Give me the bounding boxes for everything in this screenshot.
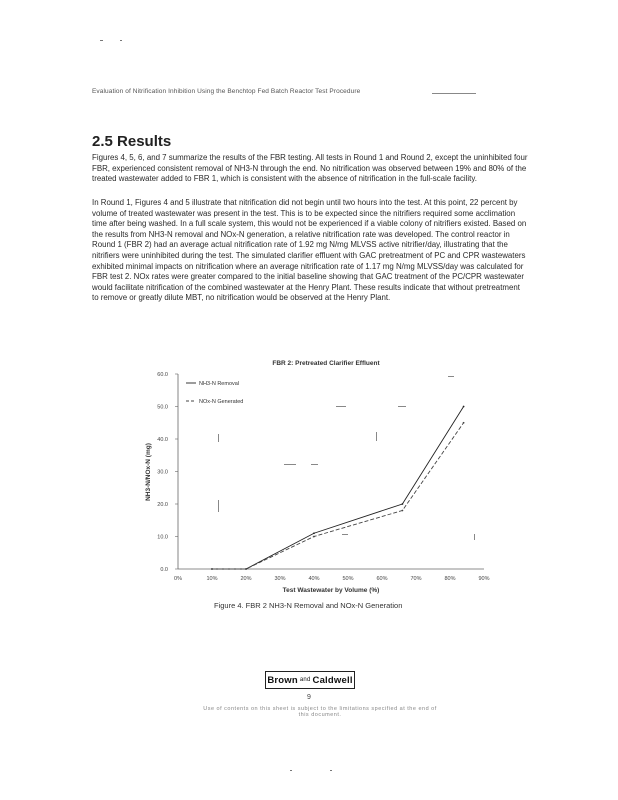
header-rule [432,93,476,94]
y-axis-label: NH3-N/NOx-N (mg) [145,443,152,501]
chart-legend [186,381,243,405]
x-tick-label: 70% [410,576,422,582]
y-tick-label: 30.0 [157,469,168,476]
x-tick-label: 30% [274,576,286,582]
x-tick-label: 40% [308,576,320,582]
x-tick-label: 80% [444,576,456,582]
y-tick-label: 20.0 [157,502,168,508]
chart-title: FBR 2: Pretreated Clarifier Effluent [272,360,380,367]
logo-and: and [299,677,311,683]
data-point [313,536,315,538]
x-tick-label: 60% [376,576,388,582]
brown-and-caldwell-logo [265,671,355,689]
x-tick-label: 20% [240,576,252,582]
legend-label: NH3-N Removal [199,381,240,387]
data-point [463,422,465,424]
scan-speck [100,40,103,41]
legend-label: NOx-N Generated [199,399,244,405]
paragraph-round-1: In Round 1, Figures 4 and 5 illustrate that nitrification did not begin until two hours into the test. At this point, 22 percent by volume of treated wastewater was present in the test. This is to be expected since the nitrifiers required some acclimation time after being washed. In a full scale system, this would not be experienced if a viable colony of nitrifiers existed. Based on the results from NH3-N removal and NOx-N generation, a relative nitrification rate was developed. The control reactor in Round 1 (FBR 2) had an average actual nitrification rate of 1.92 mg N/mg MLVSS active nitrifier/day, illustrating that the nitrifiers were uninhibited during the test. The simulated clarifier effluent with GAC pretreatment of PC and CPR wastewaters exhibited minimal impacts on nitrification where an average nitrification rate of 1.17 mg N/mg MLVSS/day was calculated for FBR test 2. NOx rates were greater compared to the initial baseline showing that GAC treatment of the PC/CPR wastewater would facilitate nitrification of the combined wastewater at the Henry Plant. These results indicate that without pretreatment to remove or greatly dilute MBT, no nitrification would be observed at the Henry Plant. [92,198,527,303]
data-point [313,532,315,534]
scan-artifacts [218,376,475,540]
scan-speck [120,40,122,41]
page-number: 9 [307,694,311,701]
fbr2-chart [136,354,500,600]
section-title: 2.5 Results [92,133,172,150]
chart-series [211,406,464,570]
x-tick-label: 0% [174,576,182,582]
running-header: Evaluation of Nitrification Inhibition Using the Benchtop Fed Batch Reactor Test Procedure [92,88,361,95]
series-line-nox-n-generated [212,423,464,569]
scan-speck [290,770,292,771]
y-tick-labels [157,372,178,573]
x-tick-label: 10% [206,576,218,582]
logo-right: Caldwell [312,674,353,686]
data-point [211,568,213,570]
y-tick-label: 10.0 [157,534,168,541]
data-point [245,568,247,570]
data-point [463,406,465,408]
y-tick-label: 60.0 [157,372,168,378]
y-tick-label: 0.0 [160,567,168,573]
series-line-nh3-n-removal [212,407,464,570]
x-tick-label: 90% [478,576,490,582]
footer-note: Use of contents on this sheet is subject to the limitations specified at the end of this document. [203,706,437,718]
y-tick-label: 50.0 [157,404,168,411]
figure-caption: Figure 4. FBR 2 NH3-N Removal and NOx-N Generation [214,601,403,610]
x-tick-labels [174,576,490,582]
scan-speck [330,770,332,771]
x-axis-label: Test Wastewater by Volume (%) [282,587,380,594]
data-point [402,503,404,505]
y-tick-label: 40.0 [157,437,168,443]
paragraph-summary: Figures 4, 5, 6, and 7 summarize the results of the FBR testing. All tests in Round 1 and Round 2, except the uninhibited four FBR, experienced consistent removal of NH3-N through the end. No nitrification was observed between 19% and 80% of the treated wastewater added to FBR 1, which is consistent with the absence of nitrification in the full-scale facility. [92,153,528,184]
x-tick-label: 50% [342,576,354,582]
logo-left: Brown [267,674,298,686]
data-point [402,510,404,512]
